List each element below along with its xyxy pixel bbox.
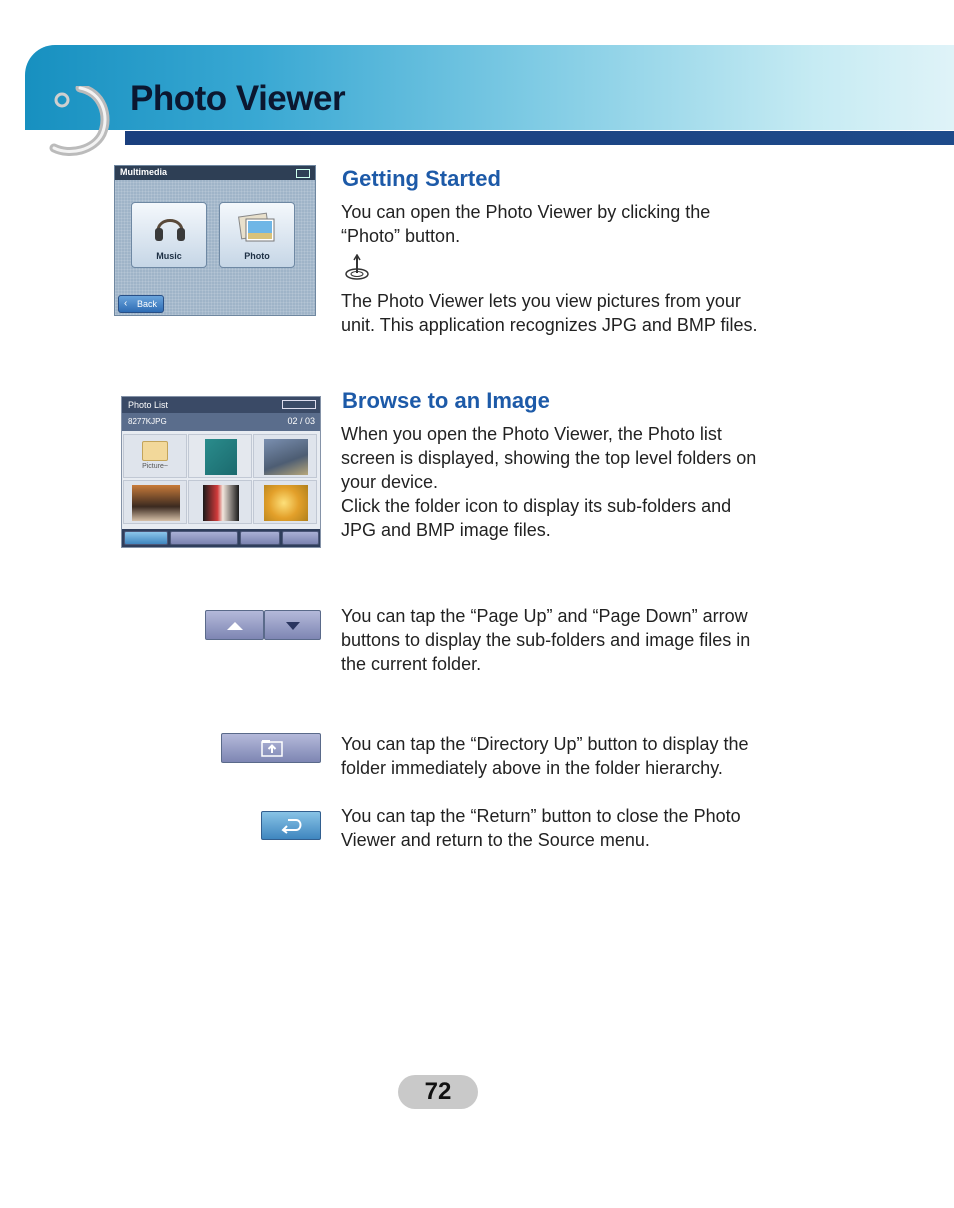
page-buttons-text (341, 604, 821, 676)
text-line: folder immediately above in the folder hierarchy. (341, 758, 723, 778)
thumbnail-image (205, 439, 237, 475)
text-line: You can tap the “Page Up” and “Page Down” arrow (341, 606, 748, 626)
multimedia-title: Multimedia (120, 167, 168, 177)
page-up-button[interactable] (205, 610, 264, 640)
getting-started-description (341, 289, 821, 337)
text-line: JPG and BMP image files. (341, 520, 551, 540)
photo-button[interactable] (219, 202, 295, 268)
page-header (25, 45, 954, 145)
chevron-left-icon: ‹ (124, 298, 128, 309)
text-line: unit. This application recognizes JPG and BMP files. (341, 315, 758, 335)
music-label: Music (156, 251, 182, 261)
folder-label: Picture~ (142, 463, 168, 470)
text-line: The Photo Viewer lets you view pictures from your (341, 291, 741, 311)
text-line: You can tap the “Return” button to close the Photo (341, 806, 741, 826)
getting-started-text (341, 200, 821, 248)
toolbar-page-up-button[interactable] (240, 531, 280, 545)
getting-started-heading: Getting Started (342, 166, 501, 191)
ring-logo-icon (40, 86, 112, 158)
page-title: Photo Viewer (130, 79, 346, 118)
folder-cell[interactable] (123, 434, 187, 478)
text-line: When you open the Photo Viewer, the Photo list (341, 424, 722, 444)
text-line: You can open the Photo Viewer by clicking the (341, 202, 711, 222)
headphones-icon (152, 209, 188, 245)
text-line: You can tap the “Directory Up” button to display the (341, 734, 749, 754)
page-down-button[interactable] (264, 610, 321, 640)
browse-text (341, 422, 821, 542)
directory-up-text (341, 732, 821, 780)
browse-heading: Browse to an Image (342, 388, 550, 413)
directory-up-button[interactable] (221, 733, 321, 763)
back-label: Back (137, 299, 158, 309)
photo-counter: 02 / 03 (287, 416, 315, 426)
photo-label: Photo (244, 251, 270, 261)
thumbnail-image (132, 485, 180, 521)
arrow-down-icon (286, 622, 300, 630)
photos-icon (238, 211, 278, 245)
text-line: Click the folder icon to display its sub-folders and (341, 496, 732, 516)
photo-list-infobar (122, 413, 320, 431)
thumbnail[interactable] (123, 480, 187, 524)
text-line: your device. (341, 472, 439, 492)
photo-list-titlebar (122, 397, 320, 413)
toolbar-page-down-button[interactable] (282, 531, 319, 545)
thumbnail-image (203, 485, 239, 521)
page-number: 72 (398, 1075, 478, 1109)
photo-list-title: Photo List (128, 400, 169, 410)
thumbnail[interactable] (253, 480, 317, 524)
photo-list-screenshot (121, 396, 321, 548)
thumbnail-image (264, 439, 308, 475)
text-line: Viewer and return to the Source menu. (341, 830, 650, 850)
header-underline (125, 131, 954, 145)
toolbar-return-button[interactable] (124, 531, 168, 545)
status-indicator-icon (282, 400, 316, 409)
thumbnail[interactable] (188, 434, 252, 478)
thumbnail[interactable] (188, 480, 252, 524)
text-line: buttons to display the sub-folders and image files in (341, 630, 751, 650)
toolbar-directory-up-button[interactable] (170, 531, 238, 545)
text-line: the current folder. (341, 654, 482, 674)
text-line: “Photo” button. (341, 226, 461, 246)
text-line: screen is displayed, showing the top level folders on (341, 448, 757, 468)
back-button[interactable] (118, 295, 164, 313)
multimedia-titlebar (115, 166, 315, 180)
thumbnail[interactable] (253, 434, 317, 478)
multimedia-screenshot (114, 165, 316, 316)
battery-icon (296, 169, 310, 178)
photo-filename: 8277KJPG (128, 417, 167, 426)
tap-stylus-icon (343, 254, 371, 282)
thumbnail-image (264, 485, 308, 521)
music-button[interactable] (131, 202, 207, 268)
arrow-up-icon (227, 622, 243, 630)
return-text (341, 804, 821, 852)
return-icon (280, 818, 304, 834)
folder-up-icon (261, 739, 283, 757)
folder-icon (142, 441, 168, 461)
return-button[interactable] (261, 811, 321, 840)
photo-list-toolbar (122, 529, 320, 547)
